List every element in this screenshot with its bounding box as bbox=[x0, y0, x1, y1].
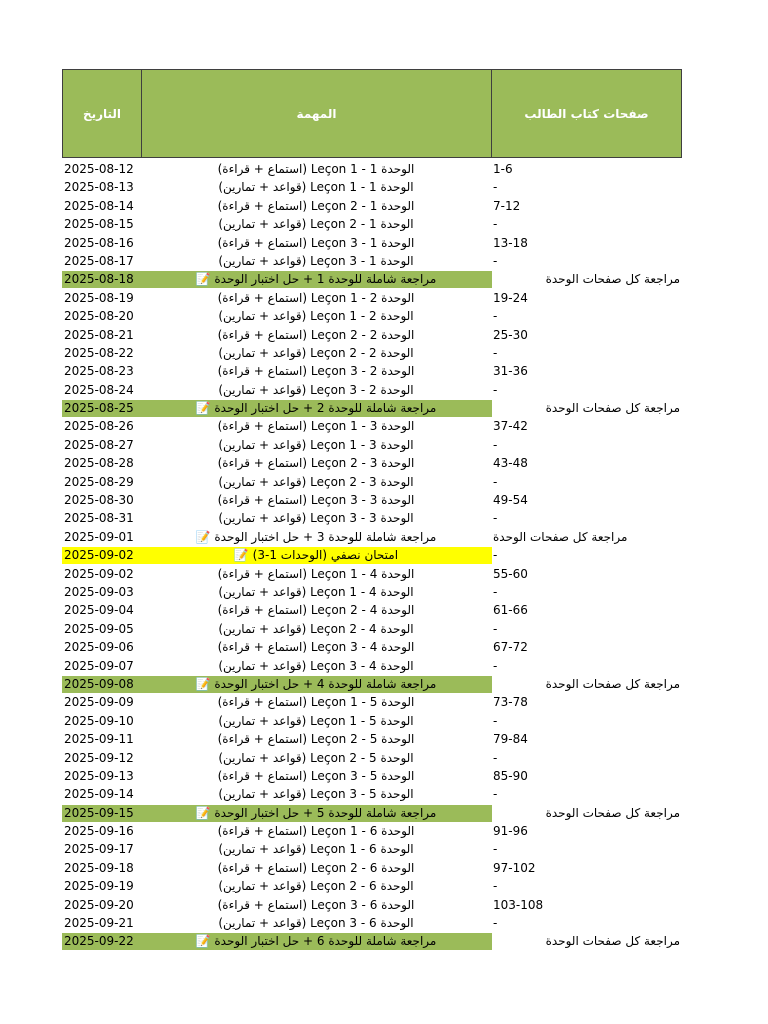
cell-pages[interactable]: - bbox=[493, 621, 498, 636]
table-row bbox=[62, 491, 682, 509]
cell-task[interactable]: الوحدة 2 - Leçon 1 (استماع + قراءة) bbox=[217, 290, 415, 305]
cell-pages[interactable]: 37-42 bbox=[493, 419, 528, 434]
table-row bbox=[62, 638, 682, 656]
cell-task[interactable]: الوحدة 4 - Leçon 1 (استماع + قراءة) bbox=[217, 566, 415, 581]
cell-pages[interactable]: - bbox=[493, 842, 498, 857]
cell-pages[interactable]: - bbox=[493, 382, 498, 397]
cell-task[interactable]: الوحدة 5 - Leçon 2 (قواعد + تمارين) bbox=[218, 750, 414, 765]
table-row bbox=[62, 565, 682, 583]
cell-task[interactable]: الوحدة 3 - Leçon 2 (قواعد + تمارين) bbox=[218, 474, 414, 489]
cell-date[interactable]: 2025-09-22 bbox=[64, 934, 134, 949]
table-row bbox=[62, 417, 682, 435]
table-row bbox=[62, 362, 682, 380]
table-row bbox=[62, 215, 682, 233]
cell-pages[interactable]: 97-102 bbox=[493, 860, 536, 875]
cell-date[interactable]: 2025-08-29 bbox=[64, 474, 134, 489]
cell-date[interactable]: 2025-09-04 bbox=[64, 603, 134, 618]
cell-pages[interactable]: - bbox=[493, 713, 498, 728]
cell-date[interactable]: 2025-09-17 bbox=[64, 842, 134, 857]
table-row bbox=[62, 583, 682, 601]
cell-task[interactable]: مراجعة شاملة للوحدة 1 + حل اختبار الوحدة 📝 bbox=[195, 272, 437, 287]
cell-pages[interactable]: - bbox=[493, 474, 498, 489]
cell-pages[interactable]: مراجعة كل صفحات الوحدة bbox=[545, 676, 680, 691]
cell-task[interactable]: الوحدة 2 - Leçon 2 (قواعد + تمارين) bbox=[218, 345, 414, 360]
cell-pages[interactable]: 91-96 bbox=[493, 824, 528, 839]
table-row bbox=[62, 234, 682, 252]
table-row bbox=[62, 749, 682, 767]
table-row bbox=[62, 785, 682, 803]
cell-task[interactable]: الوحدة 1 - Leçon 1 (قواعد + تمارين) bbox=[218, 180, 414, 195]
table-row bbox=[62, 859, 682, 877]
cell-pages[interactable]: 79-84 bbox=[493, 732, 528, 747]
cell-task[interactable]: الوحدة 6 - Leçon 1 (استماع + قراءة) bbox=[217, 824, 415, 839]
cell-date[interactable]: 2025-08-13 bbox=[64, 180, 134, 195]
cell-pages[interactable]: 85-90 bbox=[493, 768, 528, 783]
cell-task[interactable]: الوحدة 2 - Leçon 1 (قواعد + تمارين) bbox=[218, 309, 414, 324]
cell-pages[interactable]: 67-72 bbox=[493, 640, 528, 655]
table-row bbox=[62, 877, 682, 895]
cell-date[interactable]: 2025-09-06 bbox=[64, 640, 134, 655]
table-row bbox=[62, 197, 682, 215]
cell-date[interactable]: 2025-08-14 bbox=[64, 198, 134, 213]
cell-task[interactable]: الوحدة 1 - Leçon 3 (قواعد + تمارين) bbox=[218, 253, 414, 268]
cell-task[interactable]: الوحدة 1 - Leçon 3 (استماع + قراءة) bbox=[217, 235, 415, 250]
cell-date[interactable]: 2025-08-26 bbox=[64, 419, 134, 434]
table-body bbox=[62, 160, 682, 951]
cell-date[interactable]: 2025-09-19 bbox=[64, 879, 134, 894]
cell-pages[interactable]: 25-30 bbox=[493, 327, 528, 342]
cell-pages[interactable]: 61-66 bbox=[493, 603, 528, 618]
cell-date[interactable]: 2025-08-22 bbox=[64, 345, 134, 360]
cell-task[interactable]: الوحدة 4 - Leçon 1 (قواعد + تمارين) bbox=[218, 584, 414, 599]
table-row bbox=[62, 822, 682, 840]
cell-date[interactable]: 2025-09-18 bbox=[64, 860, 134, 875]
cell-task[interactable]: الوحدة 2 - Leçon 3 (استماع + قراءة) bbox=[217, 364, 415, 379]
table-row bbox=[62, 914, 682, 932]
cell-date[interactable]: 2025-08-24 bbox=[64, 382, 134, 397]
cell-pages[interactable]: - bbox=[493, 658, 498, 673]
cell-date[interactable]: 2025-09-16 bbox=[64, 824, 134, 839]
cell-date[interactable]: 2025-08-28 bbox=[64, 456, 134, 471]
cell-pages[interactable]: 103-108 bbox=[493, 897, 544, 912]
cell-date[interactable]: 2025-09-11 bbox=[64, 732, 134, 747]
table-row bbox=[62, 178, 682, 196]
cell-date[interactable]: 2025-08-17 bbox=[64, 253, 134, 268]
cell-task[interactable]: الوحدة 1 - Leçon 2 (استماع + قراءة) bbox=[217, 198, 415, 213]
cell-task[interactable]: مراجعة شاملة للوحدة 2 + حل اختبار الوحدة 📝 bbox=[195, 401, 437, 416]
cell-date[interactable]: 2025-08-15 bbox=[64, 217, 134, 232]
table-row bbox=[62, 454, 682, 472]
cell-task[interactable]: الوحدة 1 - Leçon 1 (استماع + قراءة) bbox=[217, 162, 415, 176]
cell-pages[interactable]: 73-78 bbox=[493, 695, 528, 710]
cell-pages[interactable]: - bbox=[493, 584, 498, 599]
cell-date[interactable]: 2025-09-13 bbox=[64, 768, 134, 783]
table-row bbox=[62, 252, 682, 270]
cell-pages[interactable]: 13-18 bbox=[493, 235, 528, 250]
table-row bbox=[62, 620, 682, 638]
header-pages[interactable]: صفحات كتاب الطالب bbox=[491, 69, 682, 158]
table-row bbox=[62, 657, 682, 675]
header-task[interactable]: المهمة bbox=[141, 69, 492, 158]
cell-date[interactable]: 2025-09-14 bbox=[64, 787, 134, 802]
table-row bbox=[62, 399, 682, 417]
cell-date[interactable]: 2025-09-02 bbox=[64, 566, 134, 581]
cell-pages[interactable]: 1-6 bbox=[493, 162, 513, 176]
cell-date[interactable]: 2025-09-02 bbox=[64, 548, 134, 563]
cell-pages[interactable]: 19-24 bbox=[493, 290, 528, 305]
cell-date[interactable]: 2025-08-31 bbox=[64, 511, 134, 526]
table-row bbox=[62, 840, 682, 858]
table-row bbox=[62, 730, 682, 748]
cell-date[interactable]: 2025-08-25 bbox=[64, 401, 134, 416]
cell-task[interactable]: الوحدة 4 - Leçon 2 (استماع + قراءة) bbox=[217, 603, 415, 618]
cell-pages[interactable]: - bbox=[493, 309, 498, 324]
cell-task[interactable]: الوحدة 6 - Leçon 2 (استماع + قراءة) bbox=[217, 860, 415, 875]
cell-pages[interactable]: مراجعة كل صفحات الوحدة bbox=[545, 401, 680, 416]
table-row bbox=[62, 528, 682, 546]
cell-date[interactable]: 2025-08-16 bbox=[64, 235, 134, 250]
cell-task[interactable]: الوحدة 1 - Leçon 2 (قواعد + تمارين) bbox=[218, 217, 414, 232]
cell-pages[interactable]: - bbox=[493, 217, 498, 232]
cell-task[interactable]: الوحدة 5 - Leçon 1 (استماع + قراءة) bbox=[217, 695, 415, 710]
cell-pages[interactable]: - bbox=[493, 879, 498, 894]
cell-pages[interactable]: - bbox=[493, 548, 498, 563]
table-row bbox=[62, 675, 682, 693]
cell-date[interactable]: 2025-08-23 bbox=[64, 364, 134, 379]
table-row bbox=[62, 289, 682, 307]
cell-task[interactable]: الوحدة 3 - Leçon 3 (استماع + قراءة) bbox=[217, 493, 415, 508]
table-row bbox=[62, 932, 682, 950]
table-row bbox=[62, 307, 682, 325]
cell-pages[interactable]: - bbox=[493, 345, 498, 360]
cell-date[interactable]: 2025-09-03 bbox=[64, 584, 134, 599]
cell-date[interactable]: 2025-08-12 bbox=[64, 162, 134, 176]
cell-task[interactable]: الوحدة 5 - Leçon 2 (استماع + قراءة) bbox=[217, 732, 415, 747]
table-row bbox=[62, 601, 682, 619]
table-row bbox=[62, 473, 682, 491]
cell-pages[interactable]: مراجعة كل صفحات الوحدة bbox=[545, 272, 680, 287]
cell-task[interactable]: الوحدة 4 - Leçon 3 (قواعد + تمارين) bbox=[218, 658, 414, 673]
cell-date[interactable]: 2025-09-09 bbox=[64, 695, 134, 710]
table-row bbox=[62, 436, 682, 454]
cell-pages[interactable]: - bbox=[493, 253, 498, 268]
cell-task[interactable]: الوحدة 3 - Leçon 3 (قواعد + تمارين) bbox=[218, 511, 414, 526]
cell-pages[interactable]: مراجعة كل صفحات الوحدة bbox=[493, 529, 628, 544]
cell-pages[interactable]: - bbox=[493, 916, 498, 931]
cell-task[interactable]: الوحدة 3 - Leçon 1 (قواعد + تمارين) bbox=[218, 437, 414, 452]
table-row bbox=[62, 326, 682, 344]
cell-pages[interactable]: 55-60 bbox=[493, 566, 528, 581]
cell-pages[interactable]: - bbox=[493, 787, 498, 802]
cell-task[interactable]: الوحدة 6 - Leçon 3 (قواعد + تمارين) bbox=[218, 916, 414, 931]
cell-date[interactable]: 2025-09-08 bbox=[64, 676, 134, 691]
cell-pages[interactable]: مراجعة كل صفحات الوحدة bbox=[545, 934, 680, 949]
cell-pages[interactable]: 43-48 bbox=[493, 456, 528, 471]
cell-pages[interactable]: - bbox=[493, 180, 498, 195]
table-header bbox=[62, 69, 682, 160]
cell-task[interactable]: الوحدة 5 - Leçon 3 (قواعد + تمارين) bbox=[218, 787, 414, 802]
table-row bbox=[62, 896, 682, 914]
cell-task[interactable]: الوحدة 2 - Leçon 3 (قواعد + تمارين) bbox=[218, 382, 414, 397]
cell-date[interactable]: 2025-09-20 bbox=[64, 897, 134, 912]
table-row bbox=[62, 767, 682, 785]
cell-pages[interactable]: 49-54 bbox=[493, 493, 528, 508]
table-row bbox=[62, 546, 682, 564]
table-row bbox=[62, 160, 682, 178]
cell-date[interactable]: 2025-08-27 bbox=[64, 437, 134, 452]
cell-task[interactable]: الوحدة 3 - Leçon 2 (استماع + قراءة) bbox=[217, 456, 415, 471]
cell-task[interactable]: الوحدة 5 - Leçon 1 (قواعد + تمارين) bbox=[218, 713, 414, 728]
cell-date[interactable]: 2025-08-20 bbox=[64, 309, 134, 324]
cell-pages[interactable]: 31-36 bbox=[493, 364, 528, 379]
table-row bbox=[62, 381, 682, 399]
cell-task[interactable]: الوحدة 4 - Leçon 2 (قواعد + تمارين) bbox=[218, 621, 414, 636]
cell-pages[interactable]: 7-12 bbox=[493, 198, 521, 213]
table-row bbox=[62, 270, 682, 288]
cell-date[interactable]: 2025-08-30 bbox=[64, 493, 134, 508]
cell-date[interactable]: 2025-09-10 bbox=[64, 713, 134, 728]
cell-pages[interactable]: مراجعة كل صفحات الوحدة bbox=[545, 805, 680, 820]
cell-task[interactable]: الوحدة 6 - Leçon 2 (قواعد + تمارين) bbox=[218, 879, 414, 894]
table-row bbox=[62, 344, 682, 362]
cell-task[interactable]: مراجعة شاملة للوحدة 5 + حل اختبار الوحدة 📝 bbox=[195, 805, 437, 820]
cell-date[interactable]: 2025-09-15 bbox=[64, 805, 134, 820]
cell-pages[interactable]: - bbox=[493, 750, 498, 765]
cell-date[interactable]: 2025-08-18 bbox=[64, 272, 134, 287]
cell-task[interactable]: الوحدة 6 - Leçon 1 (قواعد + تمارين) bbox=[218, 842, 414, 857]
table-row bbox=[62, 693, 682, 711]
table-row bbox=[62, 509, 682, 527]
table-row bbox=[62, 804, 682, 822]
cell-task[interactable]: امتحان نصفي (الوحدات 1-3) 📝 bbox=[233, 548, 399, 563]
schedule-sheet bbox=[62, 69, 682, 951]
cell-task[interactable]: الوحدة 2 - Leçon 2 (استماع + قراءة) bbox=[217, 327, 415, 342]
cell-pages[interactable]: - bbox=[493, 511, 498, 526]
cell-task[interactable]: مراجعة شاملة للوحدة 4 + حل اختبار الوحدة 📝 bbox=[195, 676, 437, 691]
cell-task[interactable]: الوحدة 6 - Leçon 3 (استماع + قراءة) bbox=[217, 897, 415, 912]
cell-task[interactable]: مراجعة شاملة للوحدة 6 + حل اختبار الوحدة 📝 bbox=[195, 934, 437, 949]
table-row bbox=[62, 712, 682, 730]
cell-date[interactable]: 2025-09-21 bbox=[64, 916, 134, 931]
cell-date[interactable]: 2025-09-07 bbox=[64, 658, 134, 673]
cell-date[interactable]: 2025-08-19 bbox=[64, 290, 134, 305]
header-date[interactable]: التاريخ bbox=[62, 69, 142, 158]
cell-task[interactable]: مراجعة شاملة للوحدة 3 + حل اختبار الوحدة 📝 bbox=[195, 529, 437, 544]
cell-task[interactable]: الوحدة 3 - Leçon 1 (استماع + قراءة) bbox=[217, 419, 415, 434]
cell-date[interactable]: 2025-09-01 bbox=[64, 529, 134, 544]
cell-date[interactable]: 2025-09-12 bbox=[64, 750, 134, 765]
cell-pages[interactable]: - bbox=[493, 437, 498, 452]
cell-date[interactable]: 2025-08-21 bbox=[64, 327, 134, 342]
cell-date[interactable]: 2025-09-05 bbox=[64, 621, 134, 636]
cell-task[interactable]: الوحدة 4 - Leçon 3 (استماع + قراءة) bbox=[217, 640, 415, 655]
cell-task[interactable]: الوحدة 5 - Leçon 3 (استماع + قراءة) bbox=[217, 768, 415, 783]
